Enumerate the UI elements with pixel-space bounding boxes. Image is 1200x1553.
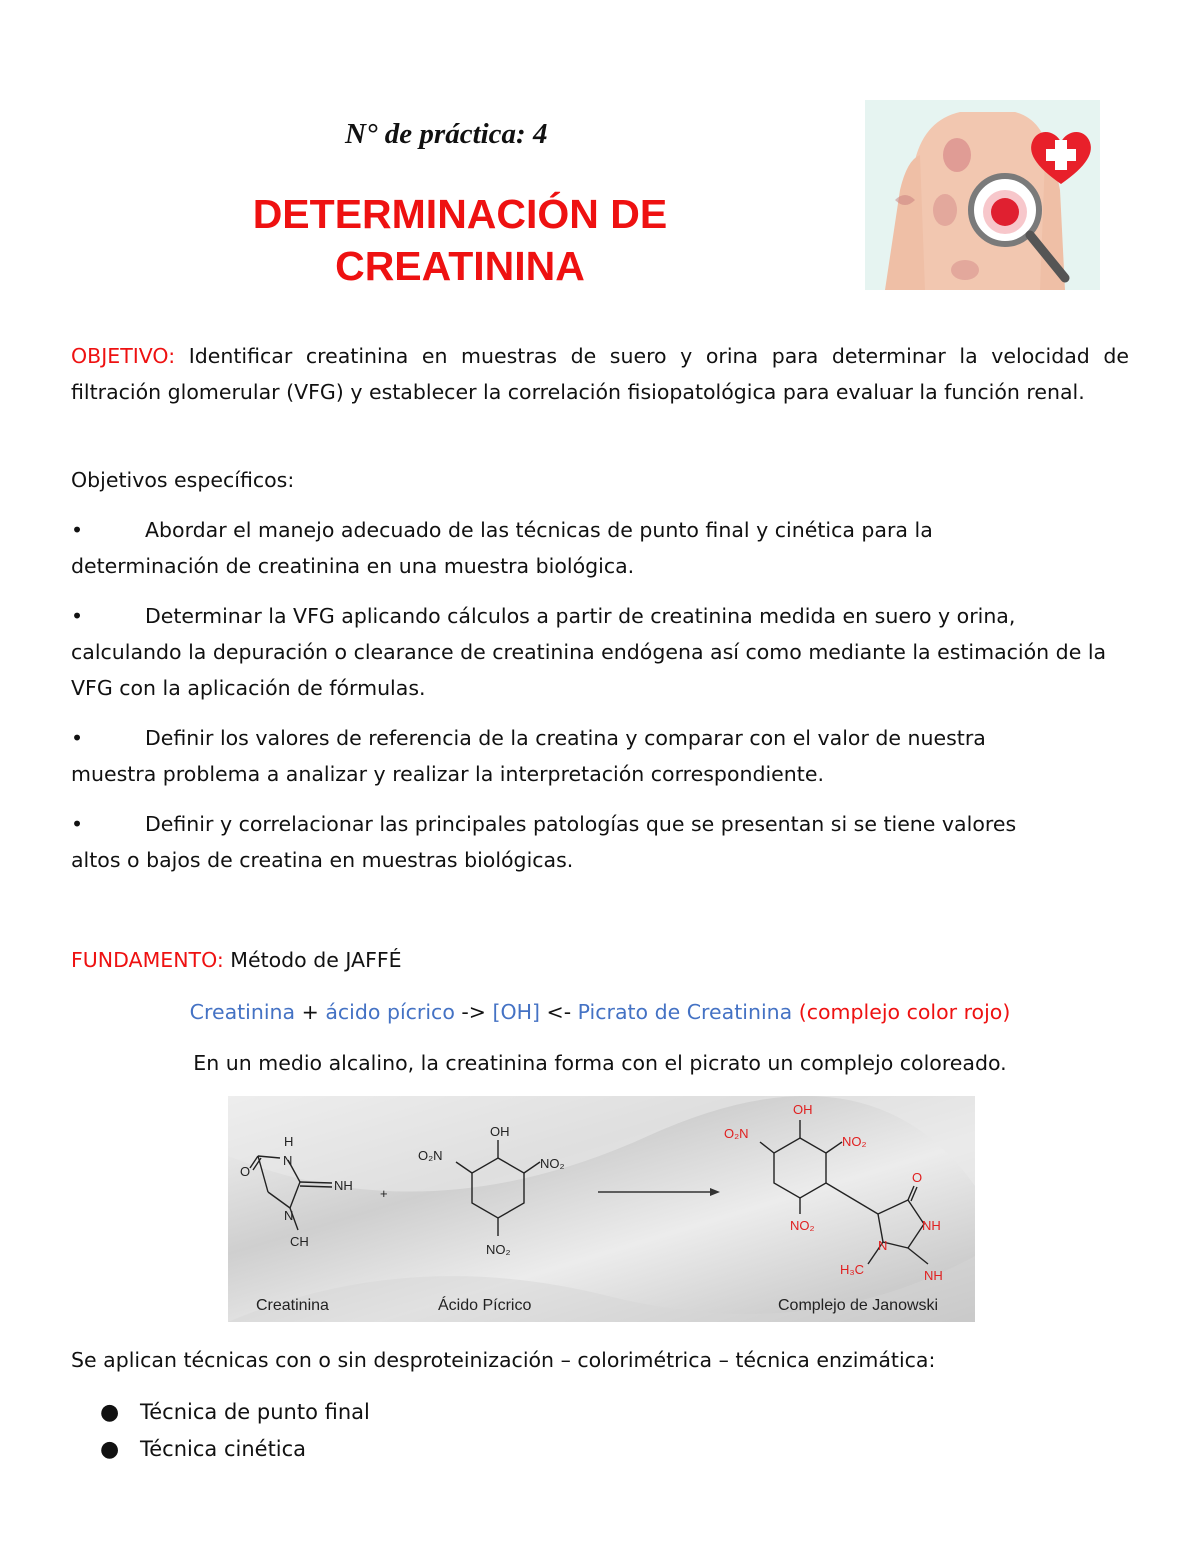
reaction-plus: + <box>295 1000 326 1024</box>
practice-number: N° de práctica: 4 <box>345 118 548 150</box>
list-item <box>100 1394 370 1431</box>
caption-creatinina: Creatinina <box>256 1297 329 1314</box>
specific-objective-item <box>71 598 1129 706</box>
atom-nh: NH <box>924 1268 943 1283</box>
atom-n: N <box>284 1208 294 1223</box>
jaffe-reaction-figure <box>228 1096 975 1322</box>
fundamento-text: Método de JAFFÉ <box>223 948 402 972</box>
atom-ch3: CH <box>290 1234 309 1249</box>
atom-h: H <box>284 1134 294 1149</box>
objective-paragraph <box>71 338 1129 410</box>
reaction-oh: [OH] <box>492 1000 541 1024</box>
atom-nh: NH <box>334 1178 353 1193</box>
atom-no2: NO₂ <box>486 1242 511 1257</box>
specific-objective-rest: calculando la depuración o clearance de creatinina endógena así como mediante la estimación de la VFG con la aplicación de fórmulas. <box>71 640 1107 700</box>
bullet-icon: • <box>71 604 84 628</box>
atom-no2: NO₂ <box>540 1156 565 1171</box>
atom-n: N <box>878 1238 888 1253</box>
atom-oh: OH <box>490 1124 510 1139</box>
specific-objective-line1: Definir y correlacionar las principales patologías que se presentan si se tiene valores <box>145 812 1017 836</box>
plus-sign: + <box>380 1186 388 1201</box>
atom-no2: NO₂ <box>790 1218 815 1233</box>
techniques-list <box>100 1394 370 1468</box>
technique-label: Técnica cinética <box>140 1437 307 1461</box>
specific-objective-line1: Determinar la VFG aplicando cálculos a partir de creatinina medida en suero y orina, <box>145 604 1016 628</box>
atom-nh: NH <box>922 1218 941 1233</box>
objective-text: Identificar creatinina en muestras de suero y orina para determinar la velocidad de filtración glomerular (VFG) y establecer la correlación fisiopatológica para evaluar la función renal. <box>71 344 1129 404</box>
list-item <box>100 1431 370 1468</box>
bullet-icon: ● <box>100 1400 120 1425</box>
specific-objective-rest: altos o bajos de creatina en muestras biológicas. <box>71 848 574 872</box>
reaction-picrato: Picrato de Creatinina <box>577 1000 793 1024</box>
bullet-icon: • <box>71 812 84 836</box>
reaction-acido: ácido pícrico <box>325 1000 455 1024</box>
bullet-icon: • <box>71 518 84 542</box>
specific-objectives-heading: Objetivos específicos: <box>71 468 295 492</box>
reaction-complejo: (complejo color rojo) <box>792 1000 1011 1024</box>
body-health-illustration <box>865 100 1100 290</box>
fundamento-label: FUNDAMENTO: <box>71 948 224 972</box>
specific-objective-rest: muestra problema a analizar y realizar la interpretación correspondiente. <box>71 762 824 786</box>
atom-o: O <box>240 1164 251 1179</box>
specific-objective-item <box>71 512 1129 584</box>
atom-o2n: O₂N <box>724 1126 749 1141</box>
specific-objective-line1: Abordar el manejo adecuado de las técnicas de punto final y cinética para la <box>145 518 933 542</box>
bullet-icon: • <box>71 726 84 750</box>
alkaline-medium-text: En un medio alcalino, la creatinina forma con el picrato un complejo coloreado. <box>193 1051 1007 1075</box>
atom-no2: NO₂ <box>842 1134 867 1149</box>
title-line-1: DETERMINACIÓN DE <box>252 191 668 237</box>
specific-objective-item <box>71 806 1129 878</box>
title-line-2: CREATININA <box>335 243 585 289</box>
page-title <box>170 188 750 292</box>
specific-objective-rest: determinación de creatinina en una muestra biológica. <box>71 554 635 578</box>
specific-objective-line1: Definir los valores de referencia de la creatina y comparar con el valor de nuestra <box>145 726 986 750</box>
fundamento-line <box>71 942 1129 978</box>
technique-label: Técnica de punto final <box>140 1400 370 1424</box>
reaction-creatinina: Creatinina <box>189 1000 296 1024</box>
caption-acido-picrico: Ácido Pícrico <box>438 1297 532 1314</box>
atom-n: N <box>283 1153 293 1168</box>
objective-label: OBJETIVO: <box>71 344 176 368</box>
caption-complejo-janowski: Complejo de Janowski <box>778 1297 939 1314</box>
specific-objective-item <box>71 720 1129 792</box>
atom-o: O <box>912 1170 923 1185</box>
atom-oh: OH <box>793 1102 813 1117</box>
bullet-icon: ● <box>100 1437 120 1462</box>
atom-h3c: H₃C <box>840 1262 865 1277</box>
reaction-equation <box>71 994 1129 1030</box>
reaction-arrow2: <- <box>540 1000 578 1024</box>
atom-o2n: O₂N <box>418 1148 443 1163</box>
techniques-intro: Se aplican técnicas con o sin desproteinización – colorimétrica – técnica enzimática: <box>71 1348 936 1372</box>
reaction-arrow1: -> <box>454 1000 493 1024</box>
